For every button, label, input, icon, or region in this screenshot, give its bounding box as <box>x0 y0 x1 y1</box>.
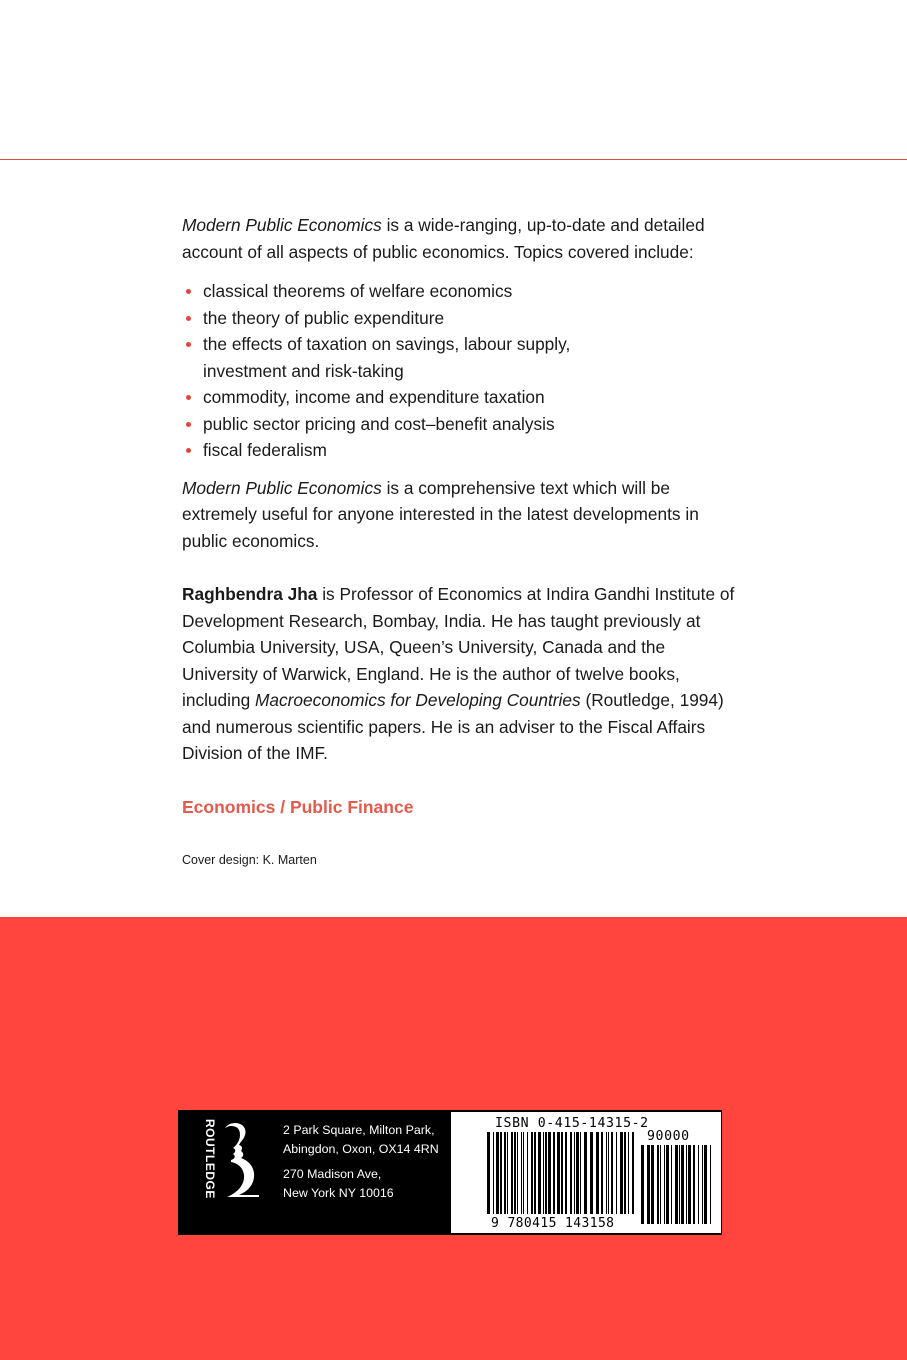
address-us-line-1: 270 Madison Ave, <box>283 1167 382 1181</box>
back-cover-text <box>182 212 742 868</box>
summary-text: is a comprehensive text which will be extremely useful for anyone interested in the latest developments in public economics. <box>182 477 699 551</box>
list-item <box>182 331 742 384</box>
other-book-title: Macroeconomics for Developing Countries <box>255 690 581 710</box>
subject-category: Economics / Public Finance <box>182 796 414 817</box>
book-title-italic: Modern Public Economics <box>182 477 382 498</box>
barcode-panel <box>451 1112 721 1233</box>
list-item <box>182 278 742 305</box>
list-item-text: fiscal federalism <box>203 440 327 460</box>
list-item-text: commodity, income and expenditure taxation <box>203 387 545 407</box>
address-us-line-2: New York NY 10016 <box>283 1186 394 1200</box>
list-item-text: classical theorems of welfare economics <box>203 281 513 301</box>
publisher-address <box>283 1121 453 1203</box>
list-item <box>182 384 742 411</box>
price-addon-number: 90000 <box>647 1129 690 1144</box>
bullet-icon <box>186 342 191 347</box>
routledge-head-icon <box>221 1121 261 1199</box>
isbn-number: ISBN 0-415-14315-2 <box>495 1116 649 1131</box>
cover-credit: Cover design: K. Marten <box>182 853 317 867</box>
author-name: Raghbendra Jha <box>182 584 318 604</box>
topics-list <box>182 278 742 464</box>
bullet-icon <box>186 422 191 427</box>
list-item <box>182 305 742 332</box>
bullet-icon <box>186 289 191 294</box>
address-uk-line-2: Abingdon, Oxon, OX14 4RN <box>283 1142 439 1156</box>
summary-paragraph <box>182 475 742 555</box>
bullet-icon <box>186 395 191 400</box>
publisher-mark <box>179 1111 273 1234</box>
book-title-italic: Modern Public Economics <box>182 215 382 235</box>
intro-text: is a wide-ranging, up-to-date and detailed account of all aspects of public economics. Topics covered include: <box>182 215 705 262</box>
ean-number: 9 780415 143158 <box>491 1216 615 1231</box>
list-item <box>182 411 742 438</box>
author-bio-text-1: is Professor of Economics at Indira Gandhi Institute of Development Research, Bombay, India. He has taught previously at Columbia University, USA, Queen’s University, Canada and the University of Warwick, England. He is the author of twelve books, including <box>182 584 735 710</box>
address-uk-line-1: 2 Park Square, Milton Park, <box>283 1123 435 1137</box>
top-rule <box>0 159 907 160</box>
intro-paragraph <box>182 212 742 265</box>
publisher-name: ROUTLEDGE <box>203 1119 217 1199</box>
list-item <box>182 437 742 464</box>
list-item-text: public sector pricing and cost–benefit analysis <box>203 413 555 434</box>
bullet-icon <box>186 448 191 453</box>
bullet-icon <box>186 316 191 321</box>
list-item-text: the effects of taxation on savings, labour supply, investment and risk-taking <box>203 334 571 381</box>
author-bio-text-2: (Routledge, 1994) and numerous scientific papers. He is an adviser to the Fiscal Affairs Division of the IMF. <box>182 690 724 763</box>
imprint-box <box>178 1110 722 1235</box>
list-item-text: the theory of public expenditure <box>203 307 445 328</box>
author-bio <box>182 581 742 767</box>
